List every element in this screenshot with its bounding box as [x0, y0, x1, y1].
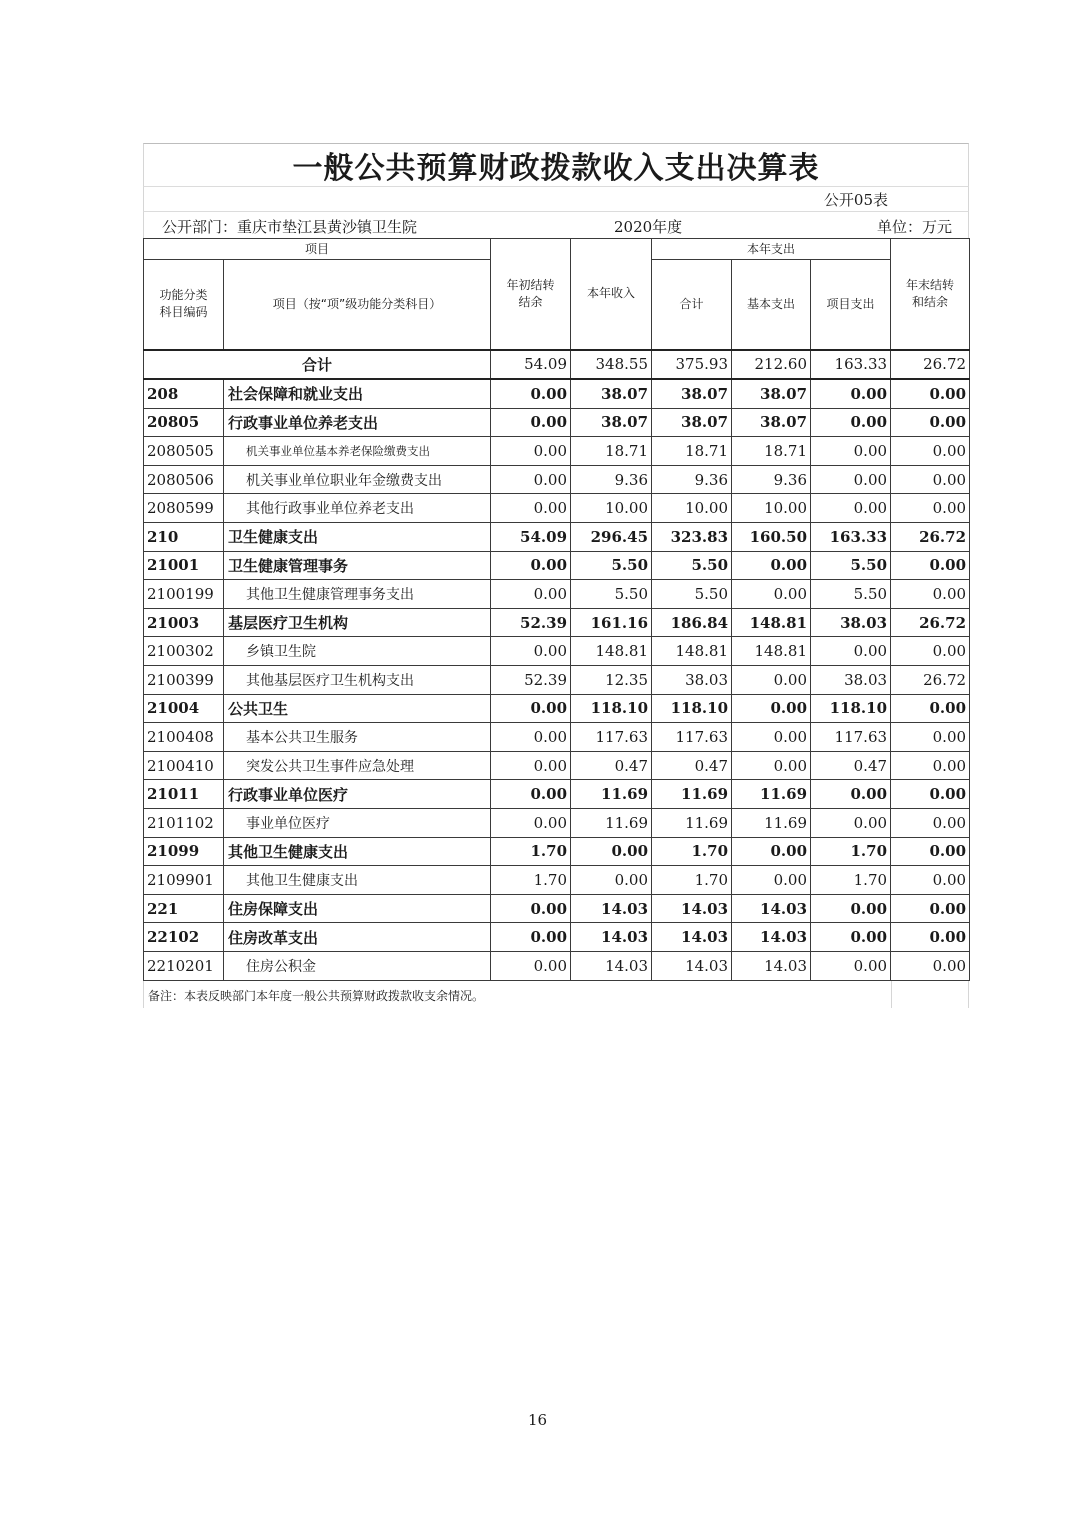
row-name: 其他卫生健康管理事务支出 — [224, 580, 491, 609]
row-total: 186.84 — [652, 608, 732, 637]
row-code: 2210201 — [144, 951, 224, 980]
table-row — [144, 809, 970, 838]
page-number: 16 — [527, 1411, 548, 1429]
row-code: 2100408 — [144, 723, 224, 752]
table-body — [144, 350, 970, 981]
row-project: 0.00 — [811, 809, 891, 838]
row-total: 11.69 — [652, 809, 732, 838]
row-income: 38.07 — [571, 379, 652, 408]
row-project: 0.47 — [811, 751, 891, 780]
row-basic: 9.36 — [732, 465, 811, 494]
row-begin: 52.39 — [491, 666, 571, 695]
table-row — [144, 408, 970, 437]
row-total: 38.07 — [652, 408, 732, 437]
table-row — [144, 608, 970, 637]
row-project: 0.00 — [811, 437, 891, 466]
row-end: 0.00 — [891, 408, 970, 437]
row-end: 0.00 — [891, 780, 970, 809]
row-begin: 0.00 — [491, 894, 571, 923]
total-end: 26.72 — [891, 350, 970, 380]
income-header: 本年收入 — [571, 239, 652, 350]
row-total: 5.50 — [652, 580, 732, 609]
row-end: 0.00 — [891, 809, 970, 838]
row-begin: 0.00 — [491, 923, 571, 952]
row-basic: 0.00 — [732, 723, 811, 752]
row-begin: 0.00 — [491, 751, 571, 780]
row-begin: 0.00 — [491, 580, 571, 609]
total-basic: 212.60 — [732, 350, 811, 380]
row-income: 10.00 — [571, 494, 652, 523]
row-project: 118.10 — [811, 694, 891, 723]
row-project: 1.70 — [811, 837, 891, 866]
row-basic: 14.03 — [732, 894, 811, 923]
row-income: 5.50 — [571, 551, 652, 580]
row-basic: 0.00 — [732, 866, 811, 895]
table-row — [144, 551, 970, 580]
row-basic: 14.03 — [732, 951, 811, 980]
row-income: 0.00 — [571, 837, 652, 866]
row-income: 117.63 — [571, 723, 652, 752]
row-code: 2100399 — [144, 666, 224, 695]
row-basic: 0.00 — [732, 751, 811, 780]
row-name: 社会保障和就业支出 — [224, 379, 491, 408]
row-end: 0.00 — [891, 494, 970, 523]
total-row — [144, 350, 970, 380]
row-basic: 14.03 — [732, 923, 811, 952]
row-code: 2100410 — [144, 751, 224, 780]
total-label: 合计 — [144, 350, 491, 380]
row-begin: 0.00 — [491, 408, 571, 437]
table-row — [144, 751, 970, 780]
row-name: 公共卫生 — [224, 694, 491, 723]
row-begin: 0.00 — [491, 551, 571, 580]
table-row — [144, 723, 970, 752]
row-project: 0.00 — [811, 923, 891, 952]
row-name: 卫生健康管理事务 — [224, 551, 491, 580]
table-row — [144, 379, 970, 408]
row-total: 5.50 — [652, 551, 732, 580]
basic-expense-header: 基本支出 — [732, 260, 811, 350]
row-begin: 0.00 — [491, 379, 571, 408]
row-begin: 1.70 — [491, 837, 571, 866]
row-project: 0.00 — [811, 465, 891, 494]
table-note: 备注：本表反映部门本年度一般公共预算财政拨款收支余情况。 — [148, 988, 485, 1003]
table-row — [144, 951, 970, 980]
row-total: 14.03 — [652, 951, 732, 980]
total-income: 348.55 — [571, 350, 652, 380]
row-basic: 148.81 — [732, 608, 811, 637]
row-total: 117.63 — [652, 723, 732, 752]
row-begin: 54.09 — [491, 523, 571, 552]
table-row — [144, 637, 970, 666]
row-project: 0.00 — [811, 894, 891, 923]
table-row — [144, 837, 970, 866]
row-code: 21003 — [144, 608, 224, 637]
total-expense: 375.93 — [652, 350, 732, 380]
row-project: 5.50 — [811, 580, 891, 609]
row-begin: 1.70 — [491, 866, 571, 895]
row-name: 住房公积金 — [224, 951, 491, 980]
row-end: 0.00 — [891, 694, 970, 723]
row-end: 0.00 — [891, 837, 970, 866]
table-row — [144, 780, 970, 809]
row-basic: 0.00 — [732, 837, 811, 866]
row-income: 118.10 — [571, 694, 652, 723]
row-name: 行政事业单位医疗 — [224, 780, 491, 809]
row-basic: 0.00 — [732, 551, 811, 580]
row-begin: 0.00 — [491, 951, 571, 980]
table-row — [144, 894, 970, 923]
begin-balance-header: 年初结转 结余 — [491, 239, 571, 350]
row-end: 0.00 — [891, 379, 970, 408]
row-basic: 11.69 — [732, 780, 811, 809]
row-end: 0.00 — [891, 437, 970, 466]
row-basic: 0.00 — [732, 666, 811, 695]
row-code: 2109901 — [144, 866, 224, 895]
row-code: 221 — [144, 894, 224, 923]
row-end: 0.00 — [891, 637, 970, 666]
budget-table — [143, 238, 970, 981]
table-row — [144, 923, 970, 952]
row-code: 2100302 — [144, 637, 224, 666]
row-project: 0.00 — [811, 494, 891, 523]
row-total: 118.10 — [652, 694, 732, 723]
row-code: 21011 — [144, 780, 224, 809]
row-name: 住房保障支出 — [224, 894, 491, 923]
row-end: 26.72 — [891, 608, 970, 637]
row-basic: 38.07 — [732, 379, 811, 408]
row-project: 38.03 — [811, 666, 891, 695]
row-end: 0.00 — [891, 951, 970, 980]
row-begin: 0.00 — [491, 465, 571, 494]
row-project: 163.33 — [811, 523, 891, 552]
row-code: 21001 — [144, 551, 224, 580]
row-income: 296.45 — [571, 523, 652, 552]
row-name: 其他行政事业单位养老支出 — [224, 494, 491, 523]
row-project: 0.00 — [811, 780, 891, 809]
row-code: 22102 — [144, 923, 224, 952]
row-basic: 0.00 — [732, 694, 811, 723]
row-income: 18.71 — [571, 437, 652, 466]
total-begin: 54.09 — [491, 350, 571, 380]
row-project: 0.00 — [811, 637, 891, 666]
table-row — [144, 866, 970, 895]
row-basic: 11.69 — [732, 809, 811, 838]
row-begin: 0.00 — [491, 809, 571, 838]
table-row — [144, 666, 970, 695]
row-name: 其他卫生健康支出 — [224, 837, 491, 866]
row-project: 0.00 — [811, 951, 891, 980]
row-end: 0.00 — [891, 894, 970, 923]
row-end: 0.00 — [891, 923, 970, 952]
row-name: 机关事业单位职业年金缴费支出 — [224, 465, 491, 494]
row-income: 0.47 — [571, 751, 652, 780]
unit-label: 单位：万元 — [876, 218, 952, 236]
row-project: 38.03 — [811, 608, 891, 637]
row-project: 5.50 — [811, 551, 891, 580]
row-total: 1.70 — [652, 837, 732, 866]
row-total: 38.03 — [652, 666, 732, 695]
divider — [891, 981, 892, 1008]
row-begin: 0.00 — [491, 437, 571, 466]
code-header: 功能分类 科目编码 — [144, 260, 224, 350]
row-income: 14.03 — [571, 951, 652, 980]
row-project: 0.00 — [811, 408, 891, 437]
year-label: 2020年度 — [614, 218, 683, 236]
row-income: 12.35 — [571, 666, 652, 695]
row-project: 1.70 — [811, 866, 891, 895]
table-row — [144, 494, 970, 523]
row-end: 0.00 — [891, 866, 970, 895]
row-end: 0.00 — [891, 580, 970, 609]
row-name: 机关事业单位基本养老保险缴费支出 — [224, 437, 491, 466]
row-income: 11.69 — [571, 780, 652, 809]
end-balance-header: 年末结转 和结余 — [891, 239, 970, 350]
row-basic: 18.71 — [732, 437, 811, 466]
row-income: 5.50 — [571, 580, 652, 609]
row-name: 事业单位医疗 — [224, 809, 491, 838]
table-row — [144, 465, 970, 494]
row-total: 1.70 — [652, 866, 732, 895]
row-end: 0.00 — [891, 751, 970, 780]
row-total: 38.07 — [652, 379, 732, 408]
row-end: 0.00 — [891, 723, 970, 752]
row-code: 2080505 — [144, 437, 224, 466]
row-code: 208 — [144, 379, 224, 408]
row-total: 18.71 — [652, 437, 732, 466]
row-end: 26.72 — [891, 666, 970, 695]
row-total: 9.36 — [652, 465, 732, 494]
row-code: 20805 — [144, 408, 224, 437]
row-income: 14.03 — [571, 923, 652, 952]
row-total: 10.00 — [652, 494, 732, 523]
row-code: 2080599 — [144, 494, 224, 523]
row-name: 基层医疗卫生机构 — [224, 608, 491, 637]
table-code-row — [143, 186, 969, 211]
table-row — [144, 580, 970, 609]
budget-sheet — [143, 143, 969, 1008]
row-basic: 148.81 — [732, 637, 811, 666]
row-income: 161.16 — [571, 608, 652, 637]
row-total: 323.83 — [652, 523, 732, 552]
row-end: 26.72 — [891, 523, 970, 552]
row-basic: 0.00 — [732, 580, 811, 609]
row-total: 14.03 — [652, 923, 732, 952]
expense-group-header: 本年支出 — [652, 239, 891, 260]
row-name: 行政事业单位养老支出 — [224, 408, 491, 437]
table-row — [144, 437, 970, 466]
row-end: 0.00 — [891, 551, 970, 580]
row-name: 卫生健康支出 — [224, 523, 491, 552]
row-project: 0.00 — [811, 379, 891, 408]
name-header: 项目（按“项”级功能分类科目） — [224, 260, 491, 350]
row-code: 2100199 — [144, 580, 224, 609]
row-code: 21004 — [144, 694, 224, 723]
meta-row — [143, 211, 969, 238]
row-begin: 52.39 — [491, 608, 571, 637]
row-basic: 10.00 — [732, 494, 811, 523]
total-project: 163.33 — [811, 350, 891, 380]
row-begin: 0.00 — [491, 723, 571, 752]
table-code: 公开05表 — [823, 190, 888, 209]
row-name: 基本公共卫生服务 — [224, 723, 491, 752]
project-expense-header: 项目支出 — [811, 260, 891, 350]
row-income: 14.03 — [571, 894, 652, 923]
table-row — [144, 523, 970, 552]
row-income: 38.07 — [571, 408, 652, 437]
row-income: 11.69 — [571, 809, 652, 838]
row-income: 0.00 — [571, 866, 652, 895]
department-label: 公开部门：重庆市垫江县黄沙镇卫生院 — [162, 218, 418, 236]
row-code: 21099 — [144, 837, 224, 866]
row-total: 11.69 — [652, 780, 732, 809]
row-name: 其他卫生健康支出 — [224, 866, 491, 895]
row-income: 9.36 — [571, 465, 652, 494]
row-project: 117.63 — [811, 723, 891, 752]
row-basic: 160.50 — [732, 523, 811, 552]
row-name: 突发公共卫生事件应急处理 — [224, 751, 491, 780]
document-title: 一般公共预算财政拨款收入支出决算表 — [143, 143, 969, 186]
row-code: 210 — [144, 523, 224, 552]
expense-total-header: 合计 — [652, 260, 732, 350]
row-name: 其他基层医疗卫生机构支出 — [224, 666, 491, 695]
item-header: 项目 — [144, 239, 491, 260]
row-name: 乡镇卫生院 — [224, 637, 491, 666]
row-begin: 0.00 — [491, 780, 571, 809]
note-row — [143, 981, 969, 1008]
table-row — [144, 694, 970, 723]
row-begin: 0.00 — [491, 494, 571, 523]
row-total: 0.47 — [652, 751, 732, 780]
row-basic: 38.07 — [732, 408, 811, 437]
row-name: 住房改革支出 — [224, 923, 491, 952]
row-begin: 0.00 — [491, 694, 571, 723]
row-end: 0.00 — [891, 465, 970, 494]
row-income: 148.81 — [571, 637, 652, 666]
row-total: 14.03 — [652, 894, 732, 923]
row-code: 2080506 — [144, 465, 224, 494]
row-begin: 0.00 — [491, 637, 571, 666]
row-total: 148.81 — [652, 637, 732, 666]
row-code: 2101102 — [144, 809, 224, 838]
